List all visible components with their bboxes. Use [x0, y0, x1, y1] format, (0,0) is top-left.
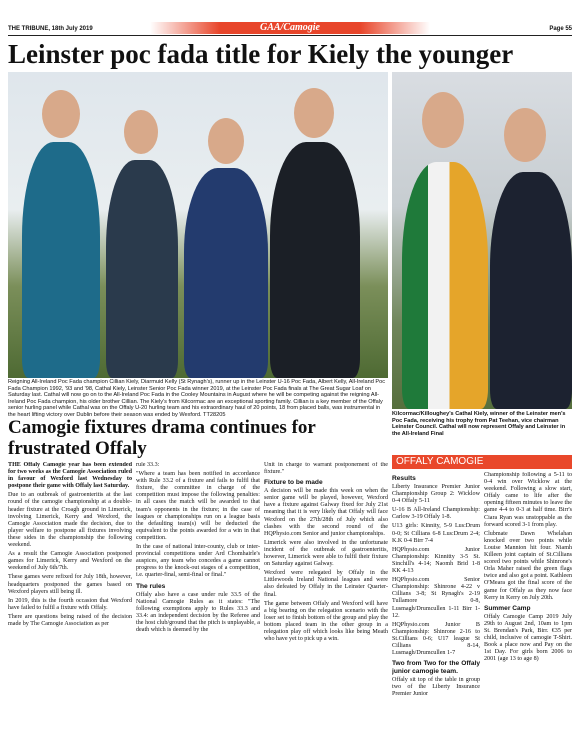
- photo-caption-1: Reigning All-Ireland Poc Fada champion Cillian Kiely, Diarmuid Kelly (St Rynagh's), runner up in the Leinster U-16 Poc Fada, Albert Kelly, All-Ireland Poc Fada Champion 1992, '93 and '98, Cathal Kiely, Leinster Senior Poc Fada winner 2019, at the Leinster Poc Fada finals at The Great Sugar Loaf on Saturday last. Cathal will now go on to the All-Ireland Poc Fada in the Cooley Mountains in August where he will be competing against the reigning All-Ireland Poc Fada champion, his older brother Cillian. The Kiely's from Kilcormac are an exceptional sporting family. Cillian is a key member of the Offaly senior hurling panel while Cathal was on the Offaly U-20 hurling team and his extraordinary haul of 20 points, 18 from placed balls, was instrumental in the heart lifting victory over Dublin before their season was ended by Wexford. TT28205: [8, 379, 386, 418]
- person-3-head: [208, 118, 244, 164]
- subheading: The rules: [136, 582, 166, 590]
- masthead-date: THE TRIBUNE, 18th July 2019: [8, 26, 93, 32]
- subheading: Two from Two for the Offaly junior camogie team.: [392, 660, 480, 676]
- paragraph: These games were refixed for July 18th, however, headquarters postponed the games based on Wexford players still being ill.: [8, 574, 132, 595]
- paragraph: Limerick were also involved in the unfortunate incident of the outbreak of gastroenteritis, however, Limerick were able to fulfil their fixture on Saturday against Galway.: [264, 539, 388, 568]
- player-head: [422, 92, 464, 148]
- paragraph: Championship following a 5-11 to 0-4 win over Wicklow at the weekend. Following a slow start, Offaly came to life after the opening fifteen minutes to leave the game 4-4 to 0-3 at half time. Birr's Ciara Ryan was unstoppable as the forward scored 3-1 from play.: [484, 472, 572, 528]
- result-item: HQPhysio.com Senior Championship: Shinrone 4-22 v Cillians 3-8; St Rynagh's 2-19 Tullamore 0-8, Lusmagh/Drumcullen 1-11 Birr 1-12.: [392, 577, 480, 619]
- person-3: [184, 168, 268, 378]
- paragraph: Offaly also have a case under rule 33.5 of the National Camogie Rules as it states: "The following exemptions apply to Rules 33.3 and 33.4: an independent decision by the Referee and the host club/ground that the pitch is unplayable, a death which is deemed by the: [136, 591, 260, 633]
- paragraph: In the case of national inter-county, club or inter-provincial competitions under Ard Chomhairle's auspices, any team who concedes a game cannot progress to the knock-out stages of a competition, i.e. quarter-final, semi-final or final.": [136, 544, 260, 579]
- article-lead: THE Offaly Camogie year has been extended for two weeks as the Camogie Association ruled in favour of Wexford last Wednesday to postpone their game with Offaly last Saturday.: [8, 462, 132, 490]
- group-photo: [8, 72, 388, 378]
- person-1: [22, 142, 100, 378]
- article-column-1: [8, 462, 132, 730]
- result-item: U-16 B All-Ireland Championship: Carlow 3-19 Offaly 1-8.: [392, 507, 480, 521]
- article-column-3: [264, 462, 388, 730]
- story-headline: Camogie fixtures drama continues for frustrated Offaly: [8, 417, 316, 459]
- header-rule: [8, 35, 572, 36]
- subheading: Fixture to be made: [264, 479, 323, 487]
- paragraph: Wexford were relegated by Offaly in the Littlewoods Ireland National leagues and were also defeated by Offaly in the Leinster Quarter-final.: [264, 570, 388, 598]
- paragraph: As a result the Camogie Association postponed games for Limerick, Kerry and Wexford on the weekend of July 6th/7th.: [8, 551, 132, 572]
- official-suit: [490, 172, 572, 409]
- paragraph: Offaly sit top of the table in group two of the Liberty Insurance Premier Junior: [392, 677, 480, 698]
- paragraph: The game between Offaly and Wexford will have a big bearing on the relegation scenario with the loser set to finish bottom of the group and play the bottom placed team in the other group in a relegation play off which looks like being Meath who have yet to pick up a win.: [264, 600, 388, 643]
- official-head: [504, 108, 546, 162]
- paragraph: Due to an outbreak of gastroenteritis at the last round of the camogie championship at a double-header fixture at the Croagh ground in Limerick, involving Limerick, Kerry and Wexford, the Camogie Association made the decision, due to player welfare to postpone all fixtures involving these sides in the championship the following weekend.: [8, 492, 132, 549]
- trophy-photo: [392, 72, 572, 409]
- result-item: Liberty Insurance Premier Junior Championship Group 2: Wicklow 0-4 Offaly 5-11: [392, 484, 480, 505]
- player-jersey: [402, 162, 488, 409]
- paragraph: Offaly Camogie Camp 2019 July 29th to August 2nd, 10am to 1pm St. Brendan's Park, Birr. €35 per child, inclusive of camogie T-Shirt. Book a place now and Pay on the 1st Day. For girls born 2006 to 2001 (age 13 to age 8): [484, 613, 572, 663]
- sidebar-column-1: [392, 472, 480, 730]
- paragraph: rule 33.3:: [136, 462, 160, 468]
- result-item: HQPhysio.com Junior Championship: Kinnitty 3-5 St. Sinchill's 4-14; Naomh Brid 1-8 KK 4-13: [392, 546, 480, 575]
- paragraph: Unit in charge to warrant postponement of the fixture.": [264, 462, 388, 476]
- photo-caption-2: Kilcormac/Killoughey's Cathal Kiely, winner of the Leinster men's Poc Fada, receiving his trophy from Pat Teehan, vice chairman Leinster Council. Cathal will now represent Offaly and Leinster in the All-Ireland Final: [392, 411, 566, 437]
- sidebar-banner: OFFALY CAMOGIE: [392, 455, 572, 469]
- subheading: Results: [392, 475, 416, 482]
- person-2: [106, 160, 178, 378]
- paragraph: Clubmate Dawn Whelahan knocked over two points while Louise Mannion hit four. Niamh Killeen joint captain of St.Cillians scored two points while Shinrone's Orla Maher raised the green flags twice and also got a point. Kathleen O'Meara got the final score of the game for Offaly as they now face Kerry in Kerry on July 20th.: [484, 530, 572, 601]
- person-4: [270, 142, 360, 378]
- paragraph: "Where a team has been notified in accordance with Rule 33.2 of a fixture and fails to fulfil that fixture, the committee in charge of the competition must impose the following penalties: in all cases the match will be awarded to that team's opponents in the fixture; in the case of leagues or championships run on a league basis the defaulting team(s) will be deducted the equivalent to the points awarded for a win in that competition.: [136, 471, 260, 541]
- person-4-head: [294, 88, 334, 138]
- result-item: HQPhysio.com Junior B Championship: Shinrone 2-16 to St.Cillians 0-6; U17 league St Cillians 8-14, Lusmagh/Drumcullen 1-7: [392, 621, 480, 657]
- paragraph: In 2019, this is the fourth occasion that Wexford have failed to fulfil a fixture with Offaly.: [8, 597, 132, 611]
- paragraph: A decision will be made this week on when the senior game will be played, however, Wexford have a fixture against Galway fixed for July 21st meaning that it is very likely that Offaly will face Wexford on the 27th/28th of July which also clashes with the second round of the HQPhysio.com Senior and junior championships.: [264, 488, 388, 537]
- person-1-head: [42, 90, 80, 138]
- main-headline: Leinster poc fada title for Kiely the younger: [8, 39, 514, 69]
- page-number: Page 55: [549, 26, 572, 32]
- result-item: U13 girls: Kinnity, 5-9 Lus:Drum 0-0; St Cillians 6-8 Lus:Drum 2-4; K.K 0-4 Birr 7-4: [392, 523, 480, 544]
- page-header: [0, 0, 580, 36]
- section-banner: GAA/Camogie: [150, 22, 430, 34]
- paragraph: There are questions being raised of the decision made by The Camogie Association as per: [8, 613, 132, 627]
- article-column-2: [136, 462, 260, 730]
- person-2-head: [124, 110, 158, 154]
- subheading: Summer Camp: [484, 604, 531, 612]
- sidebar-column-2: [484, 472, 572, 730]
